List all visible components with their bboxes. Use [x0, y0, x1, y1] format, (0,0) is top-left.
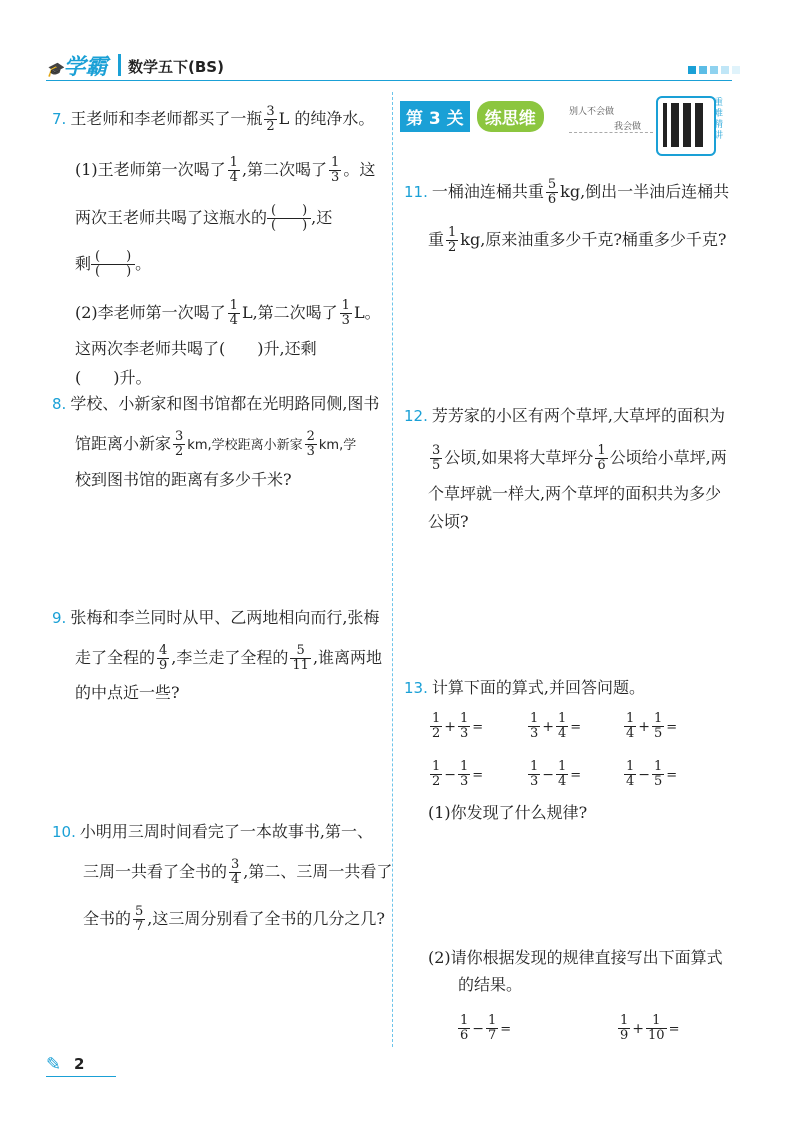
- math-expression: [428, 760, 513, 789]
- q7-p1-text: (1)王老师第一次喝了: [75, 160, 226, 179]
- numerator: 1: [558, 759, 567, 774]
- denominator: 2: [175, 444, 184, 459]
- fraction: [430, 444, 442, 473]
- q7-p2-text: 这两次李老师共喝了( )升,还剩: [75, 339, 317, 358]
- numerator: 5: [547, 177, 557, 192]
- blank-bottom: ( ): [267, 218, 311, 233]
- denominator: 11: [292, 658, 309, 673]
- denominator: 4: [558, 774, 567, 789]
- q8-text: 学校、小新家和图书馆都在光明路同侧,图书: [70, 394, 380, 413]
- fraction: [228, 156, 240, 185]
- q13-sub2-text: (2)请你根据发现的规律直接写出下面算式: [428, 948, 723, 967]
- numerator: 3: [266, 104, 275, 119]
- math-expression: [622, 760, 707, 789]
- denominator: 3: [460, 774, 469, 789]
- fraction: [624, 760, 636, 789]
- numerator: 1: [460, 1013, 469, 1028]
- numerator: 1: [432, 759, 441, 774]
- equals-sign: =: [472, 720, 484, 735]
- fraction: [546, 178, 558, 207]
- q12-text: 个草坪就一样大,两个草坪的面积共为多少: [428, 484, 722, 503]
- q11-text: 重: [428, 230, 445, 249]
- numerator: 1: [530, 759, 539, 774]
- q7-p1-text: 剩: [75, 254, 92, 273]
- q13-number: 13.: [404, 679, 428, 697]
- denominator: 3: [306, 444, 315, 459]
- numerator: 1: [229, 155, 238, 170]
- denominator: 4: [229, 313, 238, 328]
- fraction: [157, 644, 169, 673]
- q10-text: 三周一共看了全书的: [83, 862, 228, 881]
- denominator: 10: [648, 1028, 665, 1043]
- denominator: 4: [626, 774, 635, 789]
- fraction: [264, 105, 276, 134]
- numerator: 1: [654, 759, 663, 774]
- q11-text: 一桶油连桶共重: [431, 182, 544, 201]
- q9-text: ,谁离两地: [312, 648, 383, 667]
- denominator: 3: [530, 774, 539, 789]
- q10-text: ,第二、三周一共看了: [243, 862, 393, 881]
- q7-p1-text: 两次王老师共喝了这瓶水的: [75, 208, 268, 227]
- denominator: 2: [432, 726, 441, 741]
- answer-space[interactable]: [581, 717, 611, 731]
- numerator: 1: [488, 1013, 497, 1028]
- q10-number: 10.: [52, 823, 76, 841]
- denominator: 6: [547, 192, 557, 207]
- operator: −: [638, 767, 651, 783]
- fraction: [618, 1014, 630, 1043]
- q11-number: 11.: [404, 183, 428, 201]
- numerator: 3: [432, 443, 441, 458]
- fraction: [133, 905, 145, 934]
- answer-blank[interactable]: [91, 250, 135, 279]
- q9-line2: [75, 644, 382, 673]
- fraction: [556, 712, 568, 741]
- footer: [46, 1054, 116, 1078]
- numerator: 4: [159, 643, 168, 658]
- q7-p2-line2: [75, 339, 317, 359]
- q7-text2: L 的纯净水。: [278, 109, 375, 128]
- fraction: [430, 760, 442, 789]
- numerator: 1: [229, 298, 238, 313]
- denominator: 3: [530, 726, 539, 741]
- q12-line1: [404, 406, 725, 426]
- operator: −: [444, 767, 457, 783]
- q7-number: 7.: [52, 110, 67, 128]
- numerator: 1: [331, 155, 340, 170]
- q7-p1-text: ,第二次喝了: [241, 160, 328, 179]
- q13-sub1-text: (1)你发现了什么规律?: [428, 803, 588, 822]
- q7-line1: [52, 105, 374, 134]
- q13-sub1: [428, 803, 587, 823]
- answer-space[interactable]: [679, 1019, 709, 1033]
- math-expression: [456, 1014, 541, 1043]
- q7-p1-line1: [75, 156, 375, 185]
- fraction: [595, 444, 607, 473]
- q9-line1: [52, 608, 379, 628]
- denominator: 3: [331, 170, 340, 185]
- answer-blank[interactable]: [267, 204, 311, 233]
- q12-text: 芳芳家的小区有两个草坪,大草坪的面积为: [431, 406, 725, 425]
- denominator: 7: [488, 1028, 497, 1043]
- numerator: 5: [135, 904, 144, 919]
- q12-text: 公顷?: [428, 512, 469, 531]
- operator: +: [542, 719, 555, 735]
- denominator: 2: [432, 774, 441, 789]
- denominator: 4: [626, 726, 635, 741]
- math-expression: [526, 712, 611, 741]
- equals-sign: =: [570, 720, 582, 735]
- numerator: 3: [175, 429, 184, 444]
- q8-line2: [75, 430, 356, 459]
- equals-sign: =: [666, 768, 678, 783]
- equals-sign: =: [500, 1022, 512, 1037]
- book-title: 数学五下(BS): [128, 58, 224, 76]
- fraction: [305, 430, 317, 459]
- pencil-icon: ✎: [46, 1054, 62, 1075]
- fraction: [458, 712, 470, 741]
- numerator: 3: [231, 857, 240, 872]
- q10-text: ,这三周分别看了全书的几分之几?: [147, 909, 385, 928]
- equals-sign: =: [668, 1022, 680, 1037]
- q9-text: 张梅和李兰同时从甲、乙两地相向而行,张梅: [70, 608, 380, 627]
- q12-line2: [428, 444, 727, 473]
- q12-text: 公顷,如果将大草坪分: [444, 448, 594, 467]
- numerator: 1: [530, 711, 539, 726]
- answer-space[interactable]: [483, 765, 513, 779]
- q9-text: ,李兰走了全程的: [171, 648, 289, 667]
- section-tag-2: 我会做: [614, 122, 642, 132]
- denominator: 3: [460, 726, 469, 741]
- qr-label: 重难精讲: [714, 98, 724, 141]
- fraction: [652, 712, 664, 741]
- header: [0, 0, 800, 90]
- q7-p1-text: 。: [135, 254, 152, 273]
- denominator: 9: [159, 658, 168, 673]
- badge-prefix: 第 3 关: [400, 101, 470, 132]
- q10-line2: [83, 858, 392, 887]
- numerator: 1: [558, 711, 567, 726]
- numerator: 2: [306, 429, 315, 444]
- q10-line1: [52, 822, 373, 842]
- brand-logo: [46, 50, 107, 81]
- badge-title: 练思维: [477, 101, 544, 132]
- page-number: 2: [74, 1055, 85, 1073]
- fraction: [528, 712, 540, 741]
- numerator: 1: [626, 759, 635, 774]
- fraction: [329, 156, 341, 185]
- numerator: 1: [432, 711, 441, 726]
- column-divider: [392, 92, 393, 1047]
- operator: −: [542, 767, 555, 783]
- q8-text: 馆距离小新家: [75, 434, 172, 453]
- denominator: 4: [231, 872, 240, 887]
- q7-p1-line3: [75, 250, 151, 279]
- q11-text: kg,倒出一半油后连桶共: [560, 182, 730, 201]
- numerator: 1: [460, 759, 469, 774]
- fraction: [652, 760, 664, 789]
- header-squares: [688, 66, 740, 74]
- numerator: 1: [341, 298, 350, 313]
- equals-sign: =: [666, 720, 678, 735]
- denominator: 3: [341, 313, 350, 328]
- numerator: 1: [597, 443, 606, 458]
- q8-line1: [52, 394, 379, 414]
- q9-text: 的中点近一些?: [75, 683, 180, 702]
- denominator: 4: [558, 726, 567, 741]
- q11-text: kg,原来油重多少千克?桶重多少千克?: [460, 230, 727, 249]
- q7-text1: 王老师和李老师都买了一瓶: [70, 109, 263, 128]
- fraction: [646, 1014, 667, 1043]
- operator: +: [638, 719, 651, 735]
- numerator: 5: [296, 643, 305, 658]
- blank-bottom: ( ): [91, 264, 135, 279]
- q7-p2-text: (2)李老师第一次喝了: [75, 303, 226, 322]
- blank-top: ( ): [95, 249, 132, 264]
- operator: +: [444, 719, 457, 735]
- qr-code[interactable]: [656, 96, 716, 156]
- q10-text: 小明用三周时间看完了一本故事书,第一、: [79, 822, 373, 841]
- q9-line3: [75, 683, 180, 703]
- fraction: [624, 712, 636, 741]
- q11-line1: [404, 178, 729, 207]
- denominator: 2: [448, 240, 457, 255]
- operator: −: [472, 1021, 485, 1037]
- fraction: [458, 760, 470, 789]
- answer-space[interactable]: [677, 717, 707, 731]
- q8-text: km,学校距离小新家: [187, 438, 303, 453]
- denominator: 5: [654, 726, 663, 741]
- header-rule: [46, 80, 732, 81]
- q12-line4: [428, 512, 469, 532]
- q9-number: 9.: [52, 609, 67, 627]
- numerator: 1: [448, 225, 457, 240]
- operator: +: [632, 1021, 645, 1037]
- math-expression: [622, 712, 707, 741]
- numerator: 1: [652, 1013, 661, 1028]
- q8-text: km,学: [318, 438, 357, 453]
- q8-text: 校到图书馆的距离有多少千米?: [75, 470, 292, 489]
- qr-pattern: [663, 103, 707, 147]
- q10-line3: [83, 905, 385, 934]
- q12-text: 公顷给小草坪,两: [609, 448, 727, 467]
- q13-line1: [404, 678, 645, 698]
- mortarboard-icon: 🎓: [46, 62, 64, 78]
- equals-sign: =: [472, 768, 484, 783]
- q7-p1-text: 。这: [343, 160, 376, 179]
- q9-text: 走了全程的: [75, 648, 156, 667]
- q7-p2-text: L,第二次喝了: [241, 303, 338, 322]
- section-tag-rule: [569, 132, 653, 133]
- denominator: 4: [229, 170, 238, 185]
- numerator: 1: [654, 711, 663, 726]
- fraction: [173, 430, 185, 459]
- answer-space[interactable]: [581, 765, 611, 779]
- denominator: 5: [654, 774, 663, 789]
- denominator: 2: [266, 119, 275, 134]
- section-badge: [400, 101, 544, 132]
- denominator: 9: [620, 1028, 629, 1043]
- denominator: 6: [460, 1028, 469, 1043]
- q7-p1-text: ,还: [311, 208, 333, 227]
- section-tag-1: 别人不会做: [569, 107, 615, 117]
- q8-number: 8.: [52, 395, 67, 413]
- q12-line3: [428, 484, 721, 504]
- q7-p2-line3: [75, 368, 152, 388]
- q13-sub2-text: 的结果。: [458, 975, 523, 994]
- q7-p2-text: L。: [353, 303, 381, 322]
- fraction: [486, 1014, 498, 1043]
- q13-sub2-line1: [428, 948, 723, 968]
- math-expression: [526, 760, 611, 789]
- fraction: [556, 760, 568, 789]
- brand-divider: [118, 54, 121, 76]
- fraction: [528, 760, 540, 789]
- q11-line2: [428, 226, 726, 255]
- math-expression: [428, 712, 513, 741]
- fraction: [446, 226, 458, 255]
- answer-space[interactable]: [483, 717, 513, 731]
- math-expression: [616, 1014, 709, 1043]
- fraction: [228, 299, 240, 328]
- fraction: [229, 858, 241, 887]
- fraction: [430, 712, 442, 741]
- denominator: 5: [432, 458, 441, 473]
- q13-sub2-line2: [458, 975, 522, 995]
- fraction: [290, 644, 311, 673]
- blank-top: ( ): [271, 203, 308, 218]
- fraction: [340, 299, 352, 328]
- denominator: 6: [597, 458, 606, 473]
- answer-space[interactable]: [511, 1019, 541, 1033]
- brand-text: 学霸: [63, 55, 108, 80]
- q12-number: 12.: [404, 407, 428, 425]
- denominator: 7: [135, 919, 144, 934]
- numerator: 1: [460, 711, 469, 726]
- q7-p2-text: ( )升。: [75, 368, 152, 387]
- q7-p1-line2: [75, 204, 332, 233]
- q8-line3: [75, 470, 292, 490]
- q10-text: 全书的: [83, 909, 132, 928]
- answer-space[interactable]: [677, 765, 707, 779]
- fraction: [458, 1014, 470, 1043]
- footer-rule: [46, 1076, 116, 1077]
- q7-p2-line1: [75, 299, 381, 328]
- numerator: 1: [626, 711, 635, 726]
- equals-sign: =: [570, 768, 582, 783]
- numerator: 1: [620, 1013, 629, 1028]
- q13-text: 计算下面的算式,并回答问题。: [431, 678, 645, 697]
